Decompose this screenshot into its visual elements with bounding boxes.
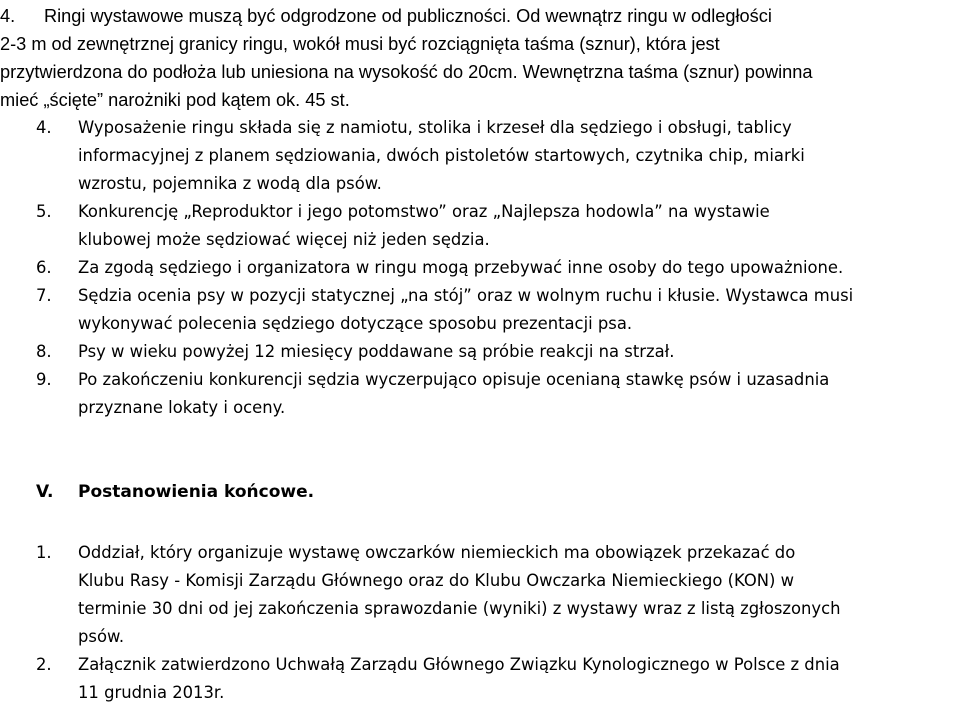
list-item-line: wykonywać polecenia sędziego dotyczące sposobu prezentacji psa. bbox=[78, 314, 633, 333]
list-item-line: Psy w wieku powyżej 12 miesięcy poddawane są próbie reakcji na strzał. bbox=[78, 342, 675, 361]
list-item-line: psów. bbox=[78, 627, 125, 646]
list-item bbox=[36, 282, 960, 338]
section-number: V. bbox=[36, 482, 54, 502]
regulations-list bbox=[36, 114, 960, 422]
list-item-line: Konkurencję „Reproduktor i jego potomstwo” oraz „Najlepsza hodowla” na wystawie bbox=[78, 202, 770, 221]
list-item bbox=[36, 539, 960, 651]
final-provisions-list bbox=[36, 539, 960, 707]
list-item-line: Sędzia ocenia psy w pozycji statycznej „na stój” oraz w wolnym ruchu i kłusie. Wystawca musi bbox=[78, 286, 854, 305]
list-item-line: Oddział, który organizuje wystawę owczarków niemieckich ma obowiązek przekazać do bbox=[78, 543, 796, 562]
intro-line-text: mieć „ścięte” narożniki pod kątem ok. 45 st. bbox=[0, 90, 350, 110]
section-title: Postanowienia końcowe. bbox=[78, 482, 315, 502]
list-item-number: 1. bbox=[36, 543, 52, 562]
list-item-line: Wyposażenie ringu składa się z namiotu, stolika i krzeseł dla sędziego i obsługi, tablicy bbox=[78, 118, 792, 137]
list-item-number: 9. bbox=[36, 370, 52, 389]
list-item-line: 11 grudnia 2013r. bbox=[78, 683, 225, 702]
list-item-line: klubowej może sędziować więcej niż jeden sędzia. bbox=[78, 230, 490, 249]
list-item-number: 5. bbox=[36, 202, 52, 221]
section-heading bbox=[36, 478, 314, 506]
list-item bbox=[36, 651, 960, 707]
intro-paragraph bbox=[0, 2, 960, 114]
list-item-number: 7. bbox=[36, 286, 52, 305]
list-item-line: przyznane lokaty i oceny. bbox=[78, 398, 286, 417]
intro-line bbox=[0, 2, 960, 30]
list-item-line: terminie 30 dni od jej zakończenia sprawozdanie (wyniki) z wystawy wraz z listą zgłoszonych bbox=[78, 599, 841, 618]
list-item-number: 8. bbox=[36, 342, 52, 361]
list-item-line: Po zakończeniu konkurencji sędzia wyczerpująco opisuje ocenianą stawkę psów i uzasadnia bbox=[78, 370, 830, 389]
list-item-line: wzrostu, pojemnika z wodą dla psów. bbox=[78, 174, 382, 193]
list-item-line: Za zgodą sędziego i organizatora w ringu mogą przebywać inne osoby do tego upoważnione. bbox=[78, 258, 844, 277]
list-item-line: Załącznik zatwierdzono Uchwałą Zarządu Głównego Związku Kynologicznego w Polsce z dnia bbox=[78, 655, 840, 674]
list-item bbox=[36, 366, 960, 422]
intro-number: 4. bbox=[0, 6, 16, 26]
list-item bbox=[36, 114, 960, 198]
list-item bbox=[36, 338, 960, 366]
intro-line-text: 2-3 m od zewnętrznej granicy ringu, wokół musi być rozciągnięta taśma (sznur), która jest bbox=[0, 34, 720, 54]
list-item bbox=[36, 198, 960, 254]
intro-line-text: przytwierdzona do podłoża lub uniesiona na wysokość do 20cm. Wewnętrzna taśma (sznur) powinna bbox=[0, 62, 813, 82]
list-item-number: 4. bbox=[36, 118, 52, 137]
list-item-line: informacyjnej z planem sędziowania, dwóch pistoletów startowych, czytnika chip, miarki bbox=[78, 146, 805, 165]
list-item-line: Klubu Rasy - Komisji Zarządu Głównego oraz do Klubu Owczarka Niemieckiego (KON) w bbox=[78, 571, 795, 590]
list-item-number: 6. bbox=[36, 258, 52, 277]
list-item bbox=[36, 254, 960, 282]
intro-line-text: Ringi wystawowe muszą być odgrodzone od publiczności. Od wewnątrz ringu w odległości bbox=[44, 6, 772, 26]
list-item-number: 2. bbox=[36, 655, 52, 674]
